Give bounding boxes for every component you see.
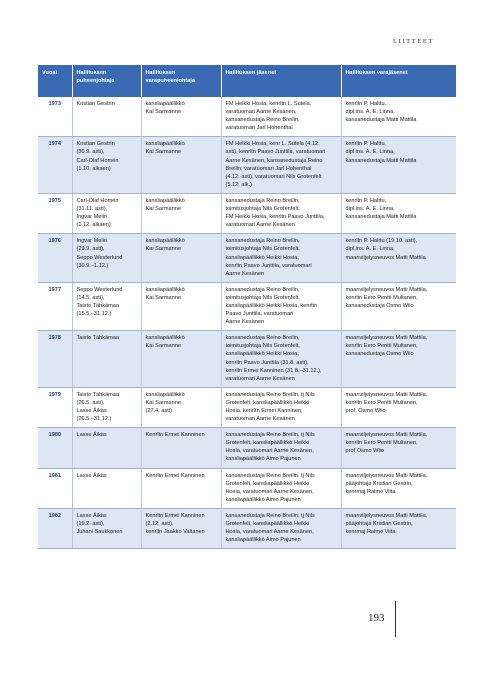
cell-line: Grotenfelt, kansliapäällikkö Heikki — [225, 440, 310, 447]
cell-line: Hosia, varatuomari Aarne Kesänen, — [225, 529, 314, 536]
chair-cell — [72, 428, 141, 468]
cell-line: kansliapäällikkö — [145, 391, 185, 398]
year-cell: 1981 — [38, 468, 72, 508]
header-year — [38, 65, 72, 97]
cell-line: (30.9. asti), — [76, 149, 105, 156]
members-cell — [221, 331, 341, 388]
cell-line: (19.2. asti), — [76, 521, 105, 528]
cell-line: prof. Osmo Wiio — [345, 408, 386, 414]
cell-line: Hosia, varatuomari Aarne Kesänen, — [225, 488, 314, 495]
vice-chair-cell — [141, 387, 221, 427]
cell-line: dipl.ins. A. E. Linna, — [345, 206, 395, 213]
members-cell — [221, 137, 341, 194]
deputies-cell — [341, 508, 456, 548]
cell-line: (5.12. alk.) — [225, 181, 252, 188]
cell-line: toimitusjohtaja Nils Grotenfelt, — [225, 206, 300, 213]
members-cell — [221, 387, 341, 427]
vice-chair-cell — [141, 331, 221, 388]
cell-line: (27.4. asti) — [145, 408, 172, 414]
cell-line: Kai Sarmanne — [145, 294, 181, 301]
cell-line: Kristian Gestrin — [76, 101, 115, 107]
header-vice-chair — [141, 65, 221, 97]
page-number: 193 — [368, 612, 385, 624]
cell-line: kansanedustaja Matti Mattila — [345, 214, 417, 221]
header-line: Hallituksen — [145, 70, 176, 76]
table-row — [38, 428, 456, 468]
cell-line: Kai Sarmanne — [145, 246, 181, 253]
cell-line: Lasse Äikäs — [76, 472, 107, 479]
cell-line: maanviljelysneuvos Matti Mattila — [345, 254, 426, 261]
vice-chair-cell — [141, 234, 221, 282]
cell-line: Kai Sarmanne — [145, 109, 181, 116]
header-line: Hallituksen jäsenet — [225, 70, 277, 76]
cell-line: (26.5.–31.12.) — [76, 416, 112, 423]
cell-line: kenrltn Ermei Kanninen (31.8.–31.12.), — [225, 367, 322, 374]
cell-line: toimitusjohtaja Nils Grotenfelt, — [225, 246, 300, 253]
cell-line: kansliapäällikkö Heikki Hosia, kenrltn — [225, 302, 318, 309]
cell-line: Kai Sarmanne — [145, 206, 181, 213]
deputies-cell — [341, 193, 456, 233]
cell-line: pääjohtaja Kristian Gestrin, — [345, 480, 413, 487]
cell-line: kenrmaj Raimo Viita — [345, 488, 396, 495]
cell-line: kansliapäällikkö — [145, 286, 185, 293]
cell-line: kansliapäällikkö — [145, 238, 185, 245]
cell-line: kansanedustaja Osmo Wiio — [345, 302, 414, 309]
cell-line: (15.5.–31.12.) — [76, 311, 112, 318]
cell-line: (26.5. asti), — [76, 399, 105, 406]
members-cell — [221, 468, 341, 508]
table-body — [38, 97, 456, 549]
cell-line: Kristian Gestrin — [76, 141, 115, 148]
cell-line: Aarne Kesänen, kansanedustaja Reino — [225, 157, 323, 164]
year-cell: 1980 — [38, 428, 72, 468]
cell-line: Paavo Junttila, varatuomari — [225, 311, 294, 318]
table-row — [38, 137, 456, 194]
cell-line: kenrltn Paavo Junttila, varatuomari — [225, 262, 312, 269]
cell-line: Ingvar Melin — [76, 238, 107, 245]
members-cell — [221, 193, 341, 233]
cell-line: Taisto Tähkämaa — [76, 335, 119, 342]
cell-line: kansanedustaja Reino Breilin, tj Nils — [225, 472, 315, 479]
chair-cell — [72, 234, 141, 282]
cell-line: kansanedustaja Reino Breilin, — [225, 335, 300, 342]
cell-line: kansanedustaja Reino Breilin, — [225, 286, 300, 293]
cell-line: FM Heikki Hosia, kenr L. Sutela (4.12. — [225, 141, 320, 148]
cell-line: kansanedustaja Matti Mattila — [345, 117, 417, 124]
cell-line: kenrltn Jaakko Valtanen — [145, 529, 205, 536]
table-row — [38, 97, 456, 137]
cell-line: kansanedustaja Osmo Wiio — [345, 351, 414, 358]
cell-line: kenrltn Eero Pentti Multanen, — [345, 343, 418, 350]
cell-line: kansliapäällikkö Aimo Pajunen — [225, 496, 301, 503]
cell-line: pääjohtaja Kristian Gestrin, — [345, 521, 413, 528]
table-row — [38, 508, 456, 548]
cell-line: kenrltn P. Halttu, — [345, 197, 387, 204]
cell-line: Taisto Tähkämaa — [76, 302, 119, 309]
cell-line: dipl.ins. A. E. Linna, — [345, 149, 395, 156]
vice-chair-cell — [141, 282, 221, 330]
cell-line: kansliapäällikkö — [145, 141, 185, 148]
cell-line: Lasse Äikäs — [76, 408, 107, 414]
table-row — [38, 331, 456, 388]
cell-line: kansliapäällikkö — [145, 101, 185, 107]
cell-line: kenrltn P. Halttu, — [345, 101, 387, 107]
table-row — [38, 468, 456, 508]
cell-line: kansanedustaja Reino Breilin, — [225, 197, 300, 204]
cell-line: Lasse Äikäs — [76, 432, 107, 439]
cell-line: Taisto Tähkämaa — [76, 391, 119, 398]
cell-line: varatuomari Aarne Kesänen — [225, 416, 295, 423]
cell-line: Kai Sarmanne — [145, 343, 181, 350]
cell-line: prof Osmo Wiio — [345, 448, 385, 455]
cell-line: asti), kenrltn Paavo Junttila, varatuomari — [225, 149, 326, 156]
cell-line: kansanedustaja Reino Breilin, tj Nils — [225, 512, 315, 519]
cell-line: Kenrltn Ermei Kanninen — [145, 432, 205, 439]
cell-line: maanviljelysneuvos Matti Mattila, — [345, 512, 428, 519]
chair-cell — [72, 137, 141, 194]
cell-line: kenrltn Eero Pentti Multanen, — [345, 294, 418, 301]
table-row — [38, 387, 456, 427]
year-cell: 1974 — [38, 137, 72, 194]
cell-line: Aarne Kesänen — [225, 319, 265, 326]
vice-chair-cell — [141, 468, 221, 508]
year-cell: 1977 — [38, 282, 72, 330]
cell-line: (4.12. asti), varatuomari Nils Grotenfelt — [225, 173, 322, 180]
cell-line: maanviljelysneuvos Matti Mattila, — [345, 286, 428, 293]
cell-line: Kai Sarmanne — [145, 149, 181, 156]
deputies-cell — [341, 428, 456, 468]
cell-line: Kenrltn Ermei Kanninen — [145, 472, 205, 479]
vice-chair-cell — [141, 508, 221, 548]
deputies-cell — [341, 282, 456, 330]
cell-line: kansanedustaja Matti Mattila — [345, 157, 417, 164]
cell-line: Lasse Äikäs — [76, 512, 107, 519]
cell-line: maanviljelysneuvos Matti Mattila, — [345, 335, 428, 342]
cell-line: kansliapäällikkö Aimo Pajunen — [225, 456, 301, 463]
header-line: Hallituksen — [76, 70, 107, 76]
header-line: Vuosi — [42, 70, 58, 76]
deputies-cell — [341, 97, 456, 137]
cell-line: varatuomari Aarne Kesänen, — [225, 109, 297, 116]
cell-line: varatuomari Jarl Hohenthal — [225, 125, 293, 132]
cell-line: Carl-Olaf Homén — [76, 157, 119, 164]
members-cell — [221, 97, 341, 137]
year-cell: 1975 — [38, 193, 72, 233]
cell-line: Breilin, varatuomari Jarl Hohenthal — [225, 165, 312, 172]
chair-cell — [72, 468, 141, 508]
cell-line: Seppo Westerlund — [76, 286, 123, 293]
cell-line: toimitusjohtaja Nils Grotenfelt, — [225, 294, 300, 301]
cell-line: (29.9. asti), — [76, 246, 105, 253]
cell-line: Hosia, kenrltn Ermei Kanninen, — [225, 408, 303, 414]
cell-line: maanviljelysneuvos Matti Mattila, — [345, 472, 428, 479]
header-line: varapuheenjohtaja — [145, 78, 195, 84]
cell-line: Grotenfelt, kansliapäällikkö Heikki — [225, 521, 310, 528]
header-chair — [72, 65, 141, 97]
cell-line: dipl.ins. A. E. Linna, — [345, 109, 395, 116]
cell-line: toimitusjohtaja Nils Grotenfelt, — [225, 343, 300, 350]
cell-line: (31.11. asti), — [76, 206, 108, 213]
deputies-cell — [341, 331, 456, 388]
cell-line: (30.9.–1.12.) — [76, 262, 109, 269]
cell-line: dipl.ins. A. E. Linna, — [345, 246, 395, 253]
cell-line: FM Heikki Hosia, kenrltn L. Sutela, — [225, 101, 312, 107]
cell-line: kansanedustaja Reino Breilin, tj Nils — [225, 432, 315, 439]
cell-line: varatuomari Aarne Kesänen — [225, 222, 295, 229]
cell-line: varatuomari Aarne Kesänen — [225, 375, 295, 382]
cell-line: Seppo Westerlund — [76, 254, 123, 261]
cell-line: maanviljelysneuvos Matti Mattila, — [345, 391, 428, 398]
cell-line: Grotenfelt, kansliapäällikkö Heikki — [225, 399, 310, 406]
cell-line: kansanedustaja Reino Breilin, tj Nils — [225, 391, 315, 398]
cell-line: kansliapäällikkö Aimo Pajunen — [225, 537, 301, 544]
members-cell — [221, 428, 341, 468]
board-members-table — [38, 65, 456, 549]
chair-cell — [72, 508, 141, 548]
header-line: puheenjohtaja — [76, 78, 115, 84]
table-header-row — [38, 65, 456, 97]
year-cell: 1979 — [38, 387, 72, 427]
cell-line: kenrltn Eero Pentti Multanen, — [345, 399, 418, 406]
cell-line: (2.12. asti), — [145, 521, 174, 528]
running-head: LIITTEET — [393, 38, 434, 45]
vice-chair-cell — [141, 137, 221, 194]
chair-cell — [72, 282, 141, 330]
cell-line: kansliapäällikkö Heikki Hosia, — [225, 351, 299, 358]
table-row — [38, 282, 456, 330]
table-row — [38, 234, 456, 282]
cell-line: Carl-Olaf Homén — [76, 197, 119, 204]
cell-line: Grotenfelt, kansliapäällikkö Heikki — [225, 480, 310, 487]
members-cell — [221, 234, 341, 282]
members-cell — [221, 282, 341, 330]
cell-line: Kenrltn Ermei Kanninen — [145, 512, 205, 519]
year-cell: 1976 — [38, 234, 72, 282]
cell-line: kenrltn P. Halttu, — [345, 141, 387, 148]
cell-line: (14.5. asti), — [76, 294, 105, 301]
chair-cell — [72, 331, 141, 388]
chair-cell — [72, 97, 141, 137]
vice-chair-cell — [141, 193, 221, 233]
cell-line: kenrmaj Raimo Viita — [345, 529, 396, 536]
header-line: Hallituksen varajäsenet — [345, 70, 408, 76]
cell-line: (1.12. alkaen) — [76, 222, 111, 229]
cell-line: maanviljelysneuvos Matti Mattila, — [345, 432, 428, 439]
cell-line: Hosia, varatuomari Aarne Kesänen, — [225, 448, 314, 455]
cell-line: kansliapäällikkö — [145, 197, 185, 204]
deputies-cell — [341, 137, 456, 194]
cell-line: kenrltn Eero Pentti Multanen, — [345, 440, 418, 447]
chair-cell — [72, 193, 141, 233]
deputies-cell — [341, 234, 456, 282]
cell-line: (1.10. alkaen) — [76, 165, 111, 172]
cell-line: kansliapäällikkö Heikki Hosia, — [225, 254, 299, 261]
year-cell: 1978 — [38, 331, 72, 388]
cell-line: kenrltn Paavo Junttila (31.8. asti), — [225, 359, 309, 366]
cell-line: Ingvar Melin — [76, 214, 107, 221]
vice-chair-cell — [141, 97, 221, 137]
vice-chair-cell — [141, 428, 221, 468]
page-number-rule — [395, 601, 396, 637]
year-cell: 1973 — [38, 97, 72, 137]
year-cell: 1982 — [38, 508, 72, 548]
cell-line: kansanedustaja Reino Breilin, — [225, 238, 300, 245]
cell-line: kansanedustaja Reino Breilin, — [225, 117, 300, 124]
cell-line: FM Heikki Hosia, kenrltn Paavo Junttila, — [225, 214, 325, 221]
chair-cell — [72, 387, 141, 427]
deputies-cell — [341, 387, 456, 427]
header-members — [221, 65, 341, 97]
deputies-cell — [341, 468, 456, 508]
members-cell — [221, 508, 341, 548]
cell-line: Juhani Saukkonen — [76, 529, 123, 536]
cell-line: Aarne Kesänen — [225, 270, 265, 277]
cell-line: kansliapäällikkö — [145, 335, 185, 342]
header-deputies — [341, 65, 456, 97]
table-row — [38, 193, 456, 233]
cell-line: kenrltn P. Halttu (19.10. asti), — [345, 238, 418, 245]
cell-line: Kai Sarmanne — [145, 399, 181, 406]
